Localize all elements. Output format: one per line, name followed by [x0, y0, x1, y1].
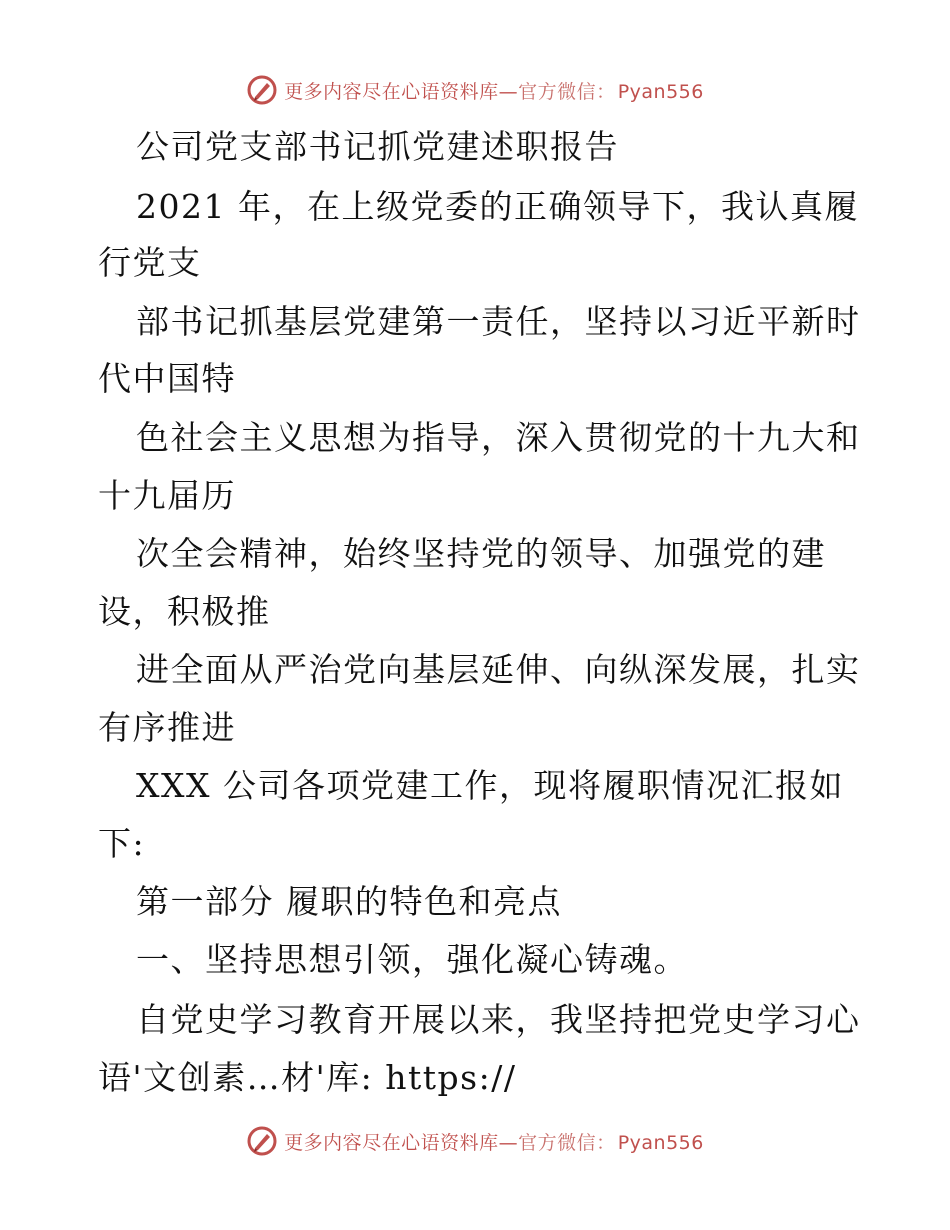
paragraph-line: 有序推进: [98, 708, 236, 747]
paragraph-line: 下:: [98, 824, 146, 863]
header-watermark: [0, 70, 950, 110]
watermark-sub: 官方微信：: [518, 1131, 616, 1154]
paragraph-line: XXX 公司各项党建工作，现将履职情况汇报如: [136, 766, 844, 805]
pen-logo-icon: [246, 74, 278, 106]
watermark-dash: —: [498, 1131, 519, 1154]
paragraph-line: 部书记抓基层党建第一责任，坚持以习近平新时: [136, 302, 861, 341]
paragraph-line: 行党支: [98, 243, 202, 282]
footer-watermark: [0, 1121, 950, 1161]
section-heading: 第一部分 履职的特色和亮点: [136, 882, 562, 921]
paragraph-line: 十九届历: [98, 476, 236, 515]
watermark-wechat-id: Pyan556: [617, 80, 704, 103]
paragraph-line: 语'文创素…材'库: https://: [98, 1058, 517, 1097]
paragraph-line: 进全面从严治党向基层延伸、向纵深发展，扎实: [136, 650, 861, 689]
document-title: 公司党支部书记抓党建述职报告: [136, 127, 619, 166]
watermark-dash: —: [498, 80, 519, 103]
subsection-heading: 一、坚持思想引领，强化凝心铸魂。: [136, 940, 688, 979]
watermark-main: 更多内容尽在心语资料库: [284, 80, 499, 103]
paragraph-line: 2021 年，在上级党委的正确领导下，我认真履: [136, 187, 859, 226]
watermark-main: 更多内容尽在心语资料库: [284, 1131, 499, 1154]
paragraph-line: 次全会精神，始终坚持党的领导、加强党的建: [136, 534, 826, 573]
watermark-sub: 官方微信：: [518, 80, 616, 103]
paragraph-line: 自党史学习教育开展以来，我坚持把党史学习心: [136, 1000, 861, 1039]
paragraph-line: 色社会主义思想为指导，深入贯彻党的十九大和: [136, 418, 861, 457]
watermark-text: [284, 1128, 704, 1155]
watermark-wechat-id: Pyan556: [617, 1131, 704, 1154]
paragraph-line: 设，积极推: [98, 592, 271, 631]
paragraph-line: 代中国特: [98, 359, 236, 398]
watermark-text: [284, 77, 704, 104]
pen-logo-icon: [246, 1125, 278, 1157]
